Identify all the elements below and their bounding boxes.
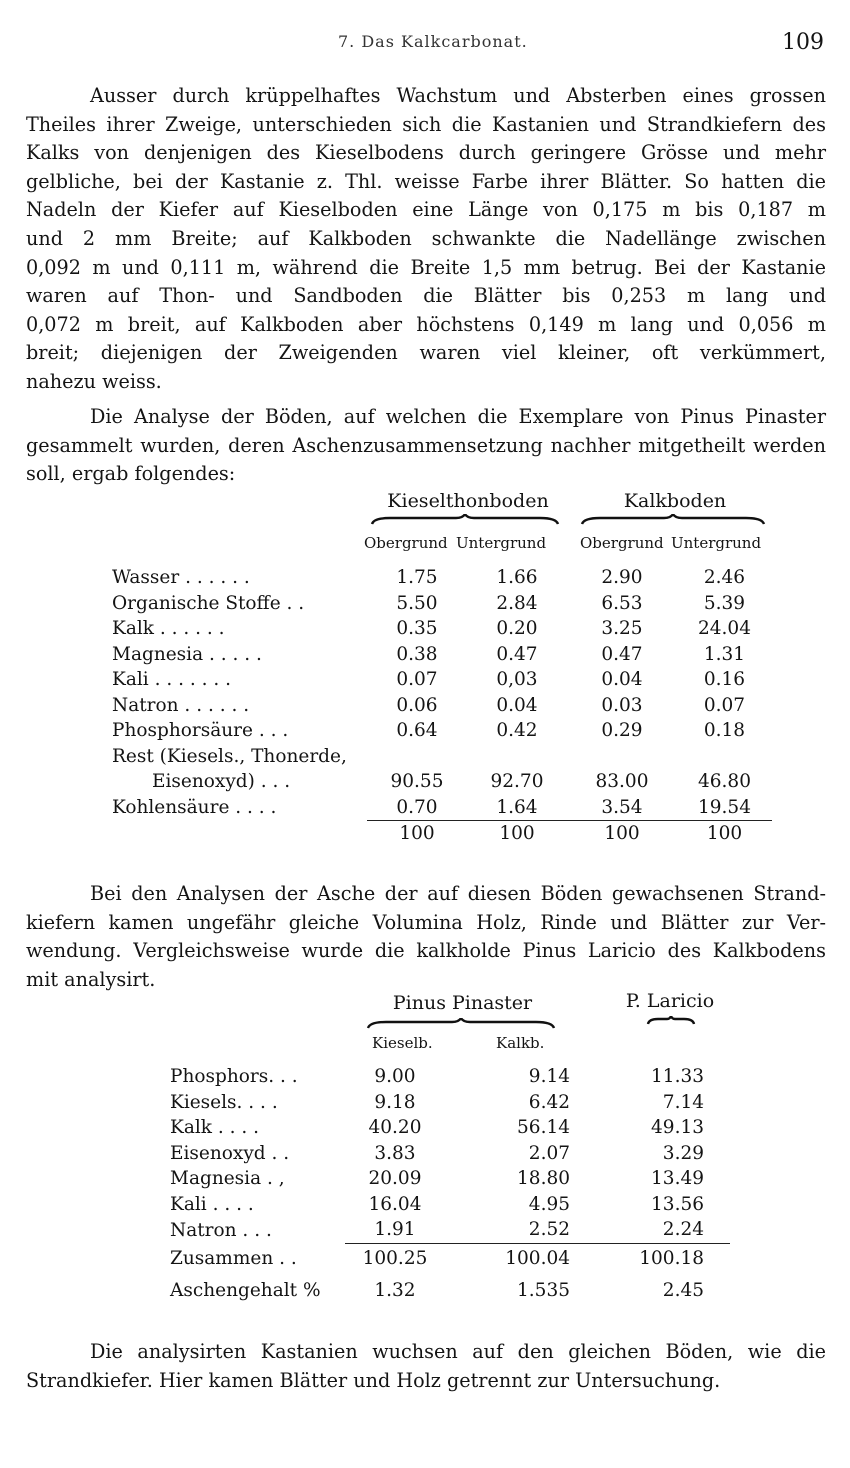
cell: 6.42 xyxy=(528,1091,570,1113)
table-sum-row xyxy=(170,1243,730,1273)
row-label: Phosphorsäure . . . xyxy=(112,720,289,742)
row-label: Magnesia . . . . . xyxy=(112,643,262,665)
paragraph-1 xyxy=(26,82,826,397)
cell: 0.20 xyxy=(496,618,538,640)
text-line: Die Analyse der Böden, auf welchen die Exemplare von Pinus Pinaster xyxy=(90,405,826,428)
cell: 5.39 xyxy=(703,592,746,614)
row-label: Zusammen . . xyxy=(170,1247,297,1269)
row-label: Organische Stoffe . . xyxy=(112,592,305,614)
cell: 1.75 xyxy=(396,567,438,589)
soil-analysis-table-header xyxy=(360,490,770,560)
cell: 2.90 xyxy=(601,567,643,589)
cell: 1.31 xyxy=(703,643,746,665)
table-row xyxy=(170,1217,730,1243)
cell: 7.14 xyxy=(662,1091,704,1113)
group-header: Kalkboden xyxy=(623,490,727,512)
text-line: wendung. Vergleichsweise wurde die kalkholde Pinus Laricio des Kalkbodens xyxy=(26,939,826,963)
sub-header: Obergrund xyxy=(580,534,664,552)
sub-header: Untergrund xyxy=(671,534,762,552)
cell: 2.24 xyxy=(662,1219,704,1241)
cell: 0.04 xyxy=(496,694,538,716)
paragraph-2 xyxy=(26,403,826,489)
cell: 0.47 xyxy=(496,643,538,665)
text-line: Nadeln der Kiefer auf Kieselboden eine Länge von 0,175 m bis 0,187 m xyxy=(26,198,826,222)
cell: 1.66 xyxy=(496,567,538,589)
cell: 3.83 xyxy=(374,1142,416,1164)
row-label: Rest (Kiesels., Thonerde, xyxy=(112,745,347,767)
cell: 83.00 xyxy=(595,771,649,793)
cell: 20.09 xyxy=(368,1168,422,1190)
text-line: mit analysirt. xyxy=(26,967,156,991)
text-line: gesammelt wurden, deren Aschenzusammensetzung nachher mitgetheilt werden xyxy=(26,433,826,457)
cell: 1.91 xyxy=(374,1219,416,1241)
group-header: P. Laricio xyxy=(625,990,715,1012)
cell: 9.18 xyxy=(374,1091,416,1113)
text-line: Ausser durch krüppelhaftes Wachstum und Absterben eines grossen xyxy=(90,84,826,107)
text-line: Kalks von denjenigen des Kieselbodens durch geringere Grösse und mehr xyxy=(26,141,826,165)
cell: 0,03 xyxy=(496,669,538,691)
text-line: soll, ergab folgendes: xyxy=(26,462,236,486)
cell: 1.64 xyxy=(496,796,538,818)
row-label: Eisenoxyd . . xyxy=(170,1142,290,1164)
row-label: Kalk . . . . . . xyxy=(112,618,225,640)
row-label: Kali . . . . . . . xyxy=(112,669,232,691)
cell: 49.13 xyxy=(651,1117,704,1139)
text-line: 0,072 m breit, auf Kalkboden aber höchstens 0,149 m lang und 0,056 m xyxy=(26,312,826,336)
text-line: waren auf Thon- und Sandboden die Blätter bis 0,253 m lang und xyxy=(26,284,826,308)
text-line: gelbliche, bei der Kastanie z. Thl. weisse Farbe ihrer Blätter. So hatten die xyxy=(26,169,826,193)
table-row xyxy=(170,1090,730,1116)
cell: 0.04 xyxy=(601,669,643,691)
sub-header: Obergrund xyxy=(364,534,448,552)
ash-analysis-table-header xyxy=(360,992,740,1056)
cell: 0.18 xyxy=(703,720,746,742)
cell: 4.95 xyxy=(528,1193,570,1215)
cell: 100.04 xyxy=(445,1243,570,1273)
cell: 13.56 xyxy=(651,1193,704,1215)
row-label: Eisenoxyd) . . . xyxy=(152,771,291,793)
page-number: 109 xyxy=(782,30,824,55)
cell: 16.04 xyxy=(368,1193,422,1215)
cell: 2.46 xyxy=(703,567,746,589)
cell: 0.47 xyxy=(601,643,643,665)
cell: 100 xyxy=(467,821,567,847)
cell: 0.70 xyxy=(396,796,438,818)
text-line: Bei den Analysen der Asche der auf diesen Böden gewachsenen Strand- xyxy=(90,882,826,905)
brace-icon xyxy=(646,1016,696,1026)
cell: 40.20 xyxy=(368,1117,422,1139)
sub-header: Kieselb. xyxy=(372,1034,433,1052)
cell: 1.32 xyxy=(374,1279,416,1301)
cell: 0.64 xyxy=(396,720,438,742)
table-row xyxy=(170,1141,730,1167)
row-label: Kohlensäure . . . . xyxy=(112,797,277,818)
table-row xyxy=(170,1166,730,1192)
cell: 18.80 xyxy=(517,1168,570,1190)
row-label: Kali . . . . xyxy=(170,1193,254,1215)
row-label: Natron . . . . . . xyxy=(112,694,250,716)
cell: 6.53 xyxy=(601,592,643,614)
group-header: Pinus Pinaster xyxy=(392,992,533,1014)
table-row xyxy=(112,565,772,591)
row-label: Aschengehalt % xyxy=(170,1279,321,1301)
row-label: Natron . . . xyxy=(170,1219,272,1241)
cell: 9.14 xyxy=(528,1066,570,1088)
cell: 100.25 xyxy=(345,1243,445,1273)
sub-header: Untergrund xyxy=(456,534,547,552)
page-header xyxy=(0,30,850,60)
cell: 100 xyxy=(677,821,772,847)
text-line: Theiles ihrer Zweige, unterschieden sich die Kastanien und Strandkiefern des xyxy=(26,112,826,136)
cell: 46.80 xyxy=(698,771,751,793)
table-row xyxy=(112,718,772,744)
paragraph-3 xyxy=(26,880,826,994)
cell: 0.42 xyxy=(496,720,538,742)
group-header: Kieselthonboden xyxy=(387,490,549,512)
row-label: Kiesels. . . . xyxy=(170,1091,278,1113)
brace-icon xyxy=(580,514,766,526)
cell: 2.52 xyxy=(528,1219,570,1241)
cell: 100.18 xyxy=(570,1243,730,1273)
text-line: Die analysirten Kastanien wuchsen auf den gleichen Böden, wie die xyxy=(90,1340,826,1363)
text-line: nahezu weiss. xyxy=(26,369,162,393)
cell: 0.06 xyxy=(396,694,438,716)
cell: 0.16 xyxy=(703,669,746,691)
row-label: Wasser . . . . . . xyxy=(112,567,250,589)
row-label: Kalk . . . . xyxy=(170,1117,260,1139)
cell: 9.00 xyxy=(374,1066,416,1088)
cell: 0.29 xyxy=(601,720,643,742)
table-row xyxy=(112,642,772,668)
cell: 13.49 xyxy=(651,1168,704,1190)
cell: 0.03 xyxy=(601,694,643,716)
cell: 24.04 xyxy=(698,618,751,640)
cell: 3.25 xyxy=(601,618,643,640)
row-label: Phosphors. . . xyxy=(170,1066,298,1088)
cell: 5.50 xyxy=(396,592,438,614)
table-row xyxy=(112,667,772,693)
text-line: kiefern kamen ungefähr gleiche Volumina Holz, Rinde und Blätter zur Ver- xyxy=(26,910,826,934)
cell: 56.14 xyxy=(517,1117,570,1139)
table-row xyxy=(112,744,772,770)
cell: 2.45 xyxy=(662,1279,704,1301)
table-row xyxy=(170,1064,730,1090)
row-label: Magnesia . , xyxy=(170,1168,285,1190)
text-line: und 2 mm Breite; auf Kalkboden schwankte die Nadellänge zwischen xyxy=(26,226,826,250)
brace-icon xyxy=(370,514,560,526)
table-row xyxy=(112,693,772,719)
table-row xyxy=(112,769,772,795)
cell: 100 xyxy=(567,821,677,847)
table-total-row xyxy=(112,821,772,847)
paragraph-4 xyxy=(26,1338,826,1395)
cell: 90.55 xyxy=(390,771,444,793)
cell: 3.29 xyxy=(662,1142,704,1164)
cell: 92.70 xyxy=(490,771,544,793)
table-row xyxy=(170,1273,730,1307)
table-row xyxy=(112,795,772,821)
cell: 11.33 xyxy=(651,1066,704,1088)
cell: 0.07 xyxy=(396,669,438,691)
table-row xyxy=(170,1192,730,1218)
cell: 0.38 xyxy=(396,643,438,665)
ash-analysis-table xyxy=(170,1064,730,1307)
text-line: Strandkiefer. Hier kamen Blätter und Holz getrennt zur Untersuchung. xyxy=(26,1368,721,1392)
running-head: 7. Das Kalkcarbonat. xyxy=(338,32,528,51)
cell: 2.84 xyxy=(496,592,538,614)
table-row xyxy=(112,591,772,617)
cell: 1.535 xyxy=(517,1279,570,1301)
cell: 2.07 xyxy=(528,1142,570,1164)
table-row xyxy=(170,1115,730,1141)
text-line: breit; diejenigen der Zweigenden waren viel kleiner, oft verkümmert, xyxy=(26,341,826,365)
brace-icon xyxy=(366,1018,556,1030)
soil-analysis-table xyxy=(112,565,772,847)
cell: 3.54 xyxy=(601,796,643,818)
cell: 100 xyxy=(367,821,467,847)
table-row xyxy=(112,616,772,642)
cell: 19.54 xyxy=(698,796,751,818)
sub-header: Kalkb. xyxy=(496,1034,545,1052)
text-line: 0,092 m und 0,111 m, während die Breite 1,5 mm betrug. Bei der Kastanie xyxy=(26,255,826,279)
cell: 0.07 xyxy=(703,694,746,716)
cell: 0.35 xyxy=(396,618,438,640)
